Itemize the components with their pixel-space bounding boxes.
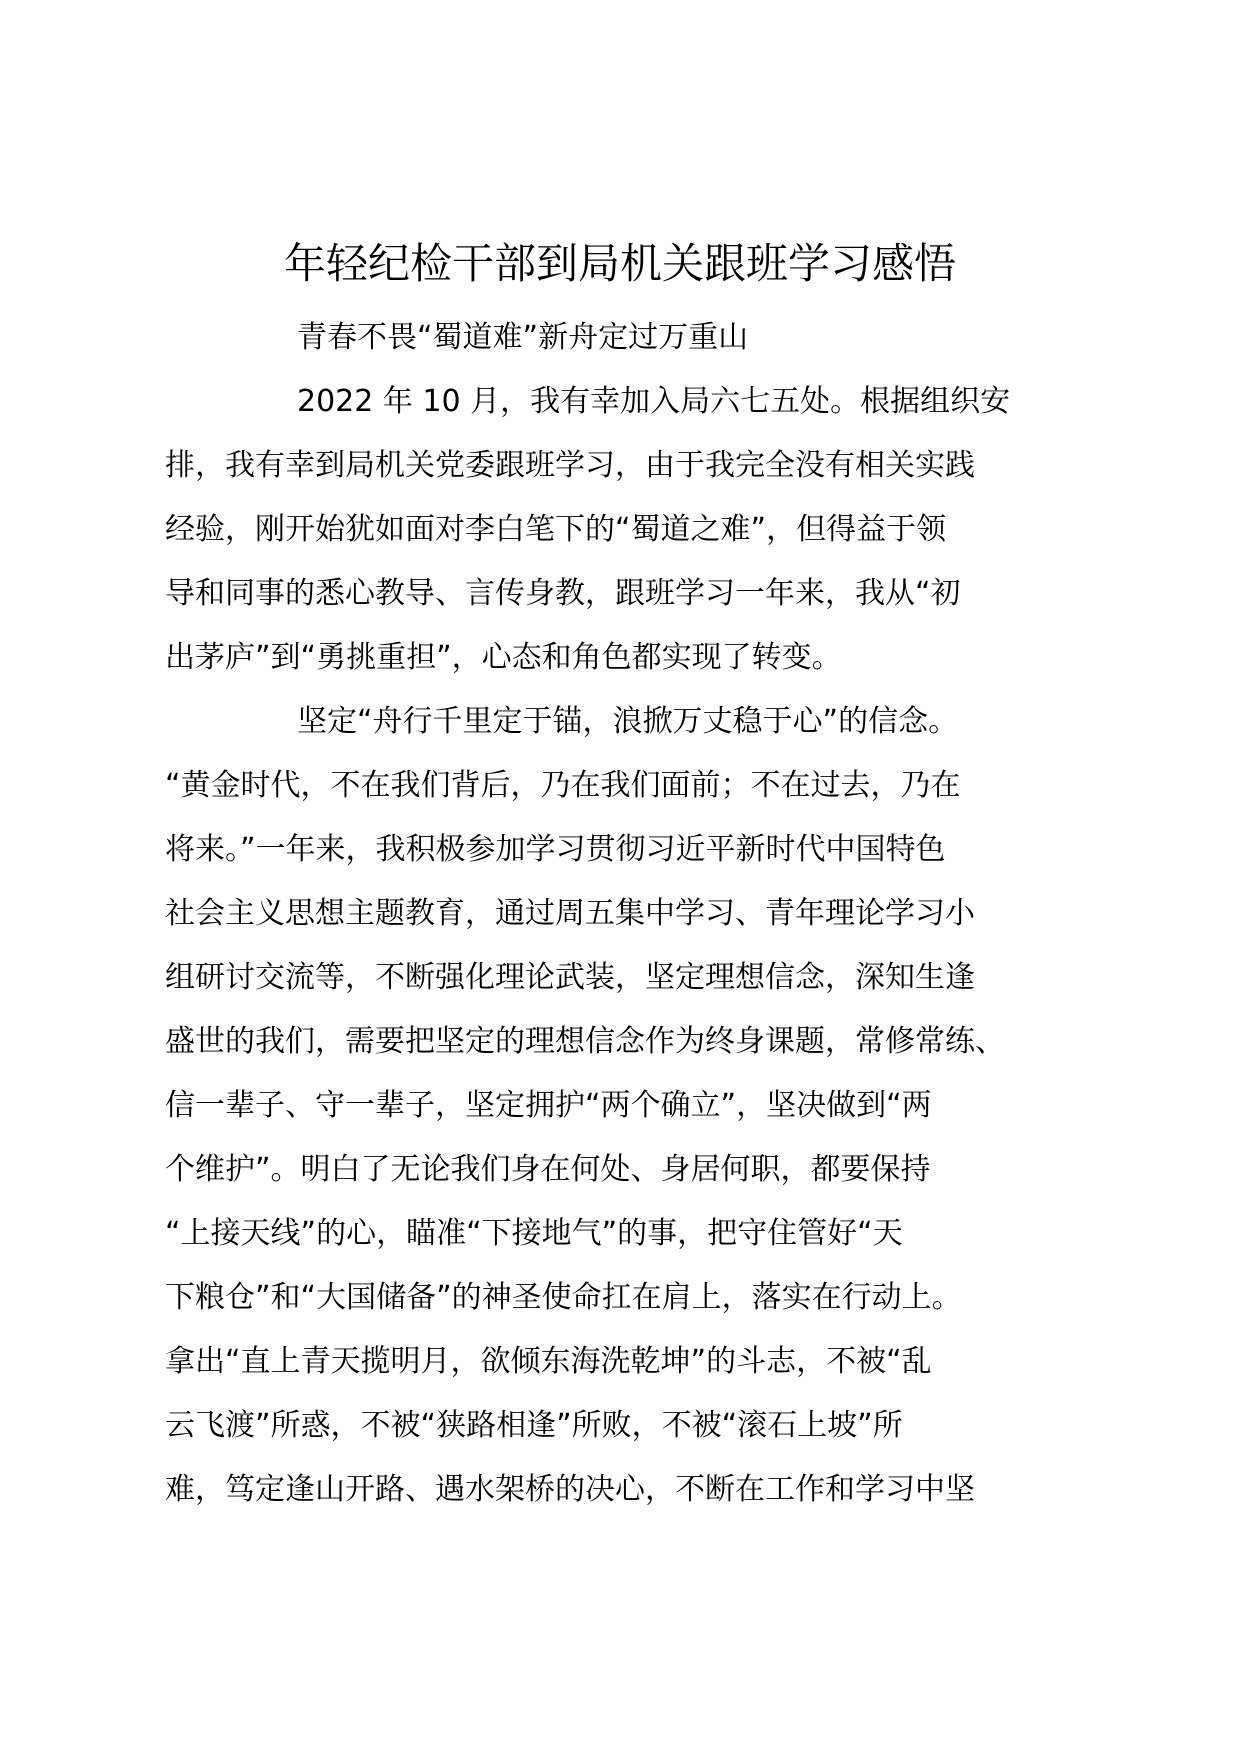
paragraph-2-line-8: 个维护”。明白了无论我们身在何处、身居何职，都要保持 (165, 1152, 931, 1187)
document-body (165, 306, 1095, 1522)
paragraph-2-line-12: 云飞渡”所惑，不被“狭路相逢”所败，不被“滚石上坡”所 (165, 1408, 903, 1443)
paragraph-1-line-5: 出茅庐”到“勇挑重担”，心态和角色都实现了转变。 (165, 640, 842, 675)
paragraph-2-line-2: “黄金时代，不在我们背后，乃在我们面前；不在过去，乃在 (165, 768, 961, 803)
paragraph-2-line-9: “上接天线”的心，瞄准“下接地气”的事，把守住管好“天 (165, 1216, 903, 1251)
paragraph-2-line-10: 下粮仓”和“大国储备”的神圣使命扛在肩上，落实在行动上。 (165, 1280, 962, 1315)
paragraph-2-line-6: 盛世的我们，需要把坚定的理想信念作为终身课题，常修常练、 (165, 1024, 1005, 1059)
paragraph-2-line-11: 拿出“直上青天揽明月，欲倾东海洗乾坤”的斗志，不被“乱 (165, 1344, 932, 1379)
subtitle-line: 青春不畏“蜀道难”新舟定过万重山 (297, 320, 749, 355)
paragraph-2-line-7: 信一辈子、守一辈子，坚定拥护“两个确立”，坚决做到“两 (165, 1088, 932, 1123)
paragraph-2-line-1: 坚定“舟行千里定于锚，浪掀万丈稳于心”的信念。 (297, 704, 959, 739)
paragraph-2-line-13: 难，笃定逢山开路、遇水架桥的决心，不断在工作和学习中坚 (165, 1472, 975, 1507)
document-title: 年轻纪检干部到局机关跟班学习感悟 (283, 239, 956, 288)
paragraph-2-line-4: 社会主义思想主题教育，通过周五集中学习、青年理论学习小 (165, 896, 975, 931)
paragraph-1-line-4: 导和同事的悉心教导、言传身教，跟班学习一年来，我从“初 (165, 576, 961, 611)
paragraph-2-line-3: 将来。”一年来，我积极参加学习贯彻习近平新时代中国特色 (165, 832, 946, 867)
paragraph-1-line-1: 2022 年 10 月，我有幸加入局六七五处。根据组织安 (297, 384, 1011, 419)
paragraph-1-line-2: 排，我有幸到局机关党委跟班学习，由于我完全没有相关实践 (165, 448, 975, 483)
paragraph-2-line-5: 组研讨交流等，不断强化理论武装，坚定理想信念，深知生逢 (165, 960, 975, 995)
paragraph-1-line-3: 经验，刚开始犹如面对李白笔下的“蜀道之难”，但得益于领 (165, 512, 947, 547)
